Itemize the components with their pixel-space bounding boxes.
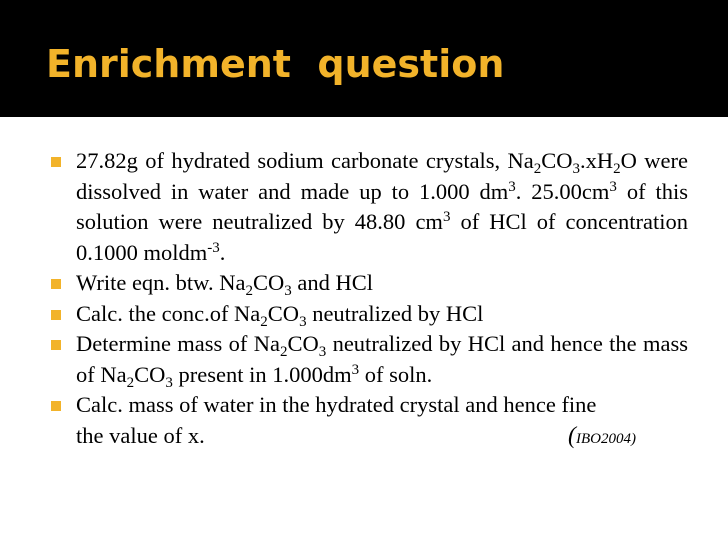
square-bullet-icon [51, 401, 61, 411]
subscript: 2 [126, 374, 135, 391]
bullet-5-line-1: Calc. mass of water in the hydrated crystal and hence fine [76, 392, 597, 417]
bullet-1-text: of HCl of concentration 0.1000 moldm [76, 209, 688, 265]
bullet-item-1 [46, 146, 688, 268]
bullet-2-text: CO [252, 270, 285, 295]
bullet-4-text: Determine mass of Na [76, 331, 280, 356]
bullet-5-text: the value of x. [76, 422, 205, 448]
bullet-item-5 [46, 390, 688, 454]
square-bullet-icon [51, 340, 61, 350]
bullet-1-text: . [219, 239, 226, 265]
bullet-3-text: neutralized by HCl [306, 300, 484, 326]
bullet-1-text: of this solution were neutralized by 48.80 cm [76, 178, 688, 234]
square-bullet-icon [51, 310, 61, 320]
subscript: 3 [284, 283, 292, 299]
slide-title: Enrichment question [46, 42, 505, 86]
bullet-4-text: neutralized by HCl and hence the mass of Na [76, 331, 689, 387]
superscript: 3 [508, 178, 516, 195]
subscript: 3 [318, 344, 327, 360]
subscript: 3 [165, 374, 173, 391]
subscript: 2 [533, 161, 542, 177]
reference-paren: ( [568, 422, 576, 449]
bullet-1-text: .xH [580, 148, 614, 173]
bullet-list [46, 146, 688, 454]
bullet-3-text: CO [267, 300, 300, 326]
bullet-4-text: present in 1.000dm [172, 361, 352, 387]
bullet-1-text: . 25.00cm [515, 178, 610, 204]
subscript: 3 [299, 313, 307, 330]
title-bar [0, 0, 728, 117]
bullet-1-text: CO [541, 148, 573, 173]
bullet-4-text: CO [287, 331, 319, 356]
superscript: -3 [207, 239, 220, 256]
bullet-1-text: O were dissolved in water and made up to 1.000 dm [76, 148, 688, 204]
source-reference [568, 421, 636, 455]
subscript: 2 [279, 344, 288, 360]
subscript: 2 [613, 161, 621, 177]
bullet-4-text: of soln. [359, 361, 433, 387]
bullet-2-text: and HCl [291, 270, 373, 295]
superscript: 3 [609, 178, 617, 195]
square-bullet-icon [51, 157, 61, 167]
bullet-2-text: Write eqn. btw. Na [76, 270, 246, 295]
bullet-item-3 [46, 299, 688, 330]
superscript: 3 [351, 361, 360, 378]
reference-text: IBO2004) [576, 430, 636, 447]
bullet-3-text: Calc. the conc.of Na [76, 300, 261, 326]
subscript: 2 [245, 283, 253, 299]
superscript: 3 [442, 209, 451, 225]
subscript: 2 [260, 313, 268, 330]
bullet-4-text: CO [134, 361, 166, 387]
bullet-item-2 [46, 268, 688, 299]
subscript: 3 [572, 161, 581, 177]
square-bullet-icon [51, 279, 61, 289]
bullet-item-4 [46, 329, 688, 390]
bullet-1-text: 27.82g of hydrated sodium carbonate crystals, Na [76, 148, 534, 173]
bullet-5-line-2 [76, 421, 636, 455]
